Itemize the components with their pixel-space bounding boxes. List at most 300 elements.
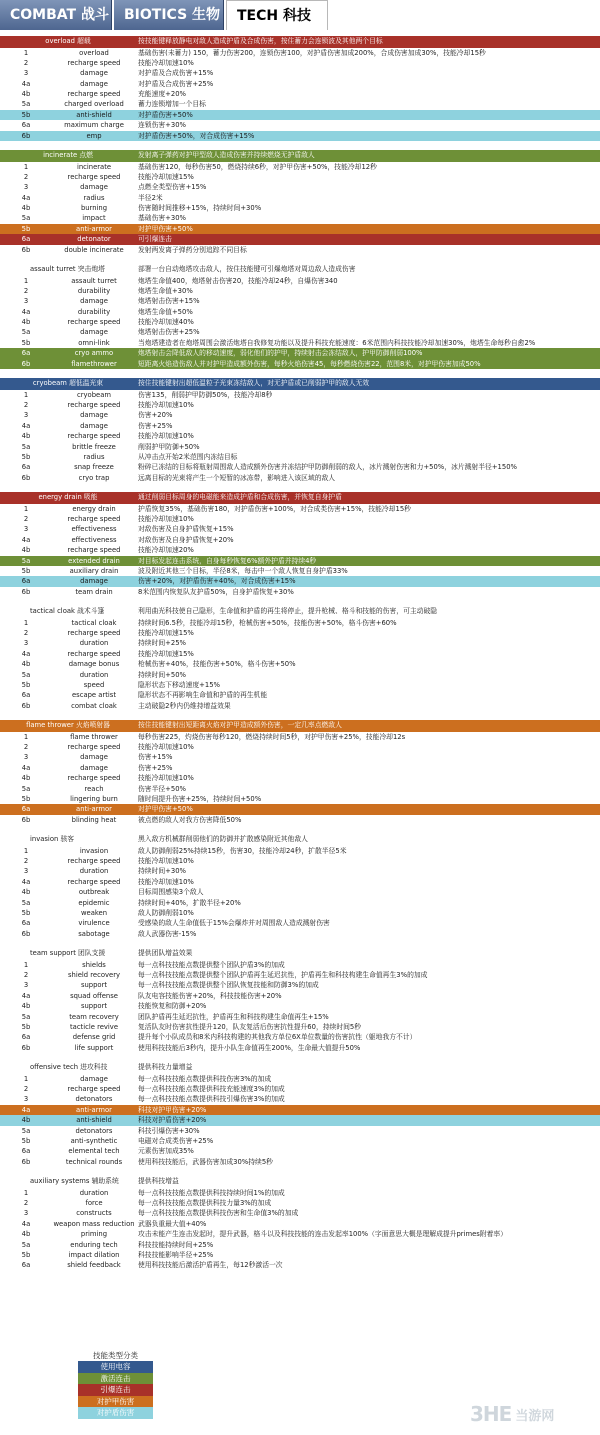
upgrade-name: recharge speed xyxy=(67,1085,121,1094)
rank-number: 5b xyxy=(21,680,31,689)
upgrade-description: 对护盾伤害+50% xyxy=(138,110,193,119)
upgrade-name: radius xyxy=(83,193,105,202)
upgrade-name: emp xyxy=(86,131,102,140)
rank-number: 2 xyxy=(23,400,29,409)
upgrade-name: damage xyxy=(80,753,108,762)
upgrade-description: 短距离火焰造伤敌人并对护甲造成额外伤害，每秒火焰伤害45，每秒燃烧伤害22，范围8米，对护甲伤害加成50% xyxy=(138,359,481,368)
upgrade-description: 可引爆连击 xyxy=(138,235,172,244)
upgrade-description: 使用科技技能后，武器伤害加成30%持续5秒 xyxy=(138,1157,273,1166)
rank-number: 2 xyxy=(23,628,29,637)
upgrade-name: detonators xyxy=(75,1095,113,1104)
upgrade-description: 持续时间+50% xyxy=(138,670,186,679)
upgrade-name: recharge speed xyxy=(67,628,121,637)
legend-item-anti-shield: 对护盾伤害 xyxy=(78,1407,153,1419)
skill-row xyxy=(0,846,600,856)
rank-number: 1 xyxy=(23,1074,29,1083)
rank-number: 3 xyxy=(23,1209,29,1218)
skill-row xyxy=(0,400,600,410)
rank-number: 5a xyxy=(21,442,31,451)
upgrade-name: effectiveness xyxy=(71,535,117,544)
rank-number: 6a xyxy=(21,577,31,586)
upgrade-description: 受感染的敌人生命值低于15%会爆炸并对周围敌人造成溅射伤害 xyxy=(138,919,330,928)
skill-row xyxy=(0,421,600,431)
rank-number: 6b xyxy=(21,473,31,482)
skill-group xyxy=(0,948,600,1053)
skill-row xyxy=(0,359,600,369)
upgrade-name: tactical cloak xyxy=(71,618,117,627)
upgrade-name: constructs xyxy=(76,1209,112,1218)
upgrade-name: duration xyxy=(79,639,109,648)
rank-number: 6b xyxy=(21,701,31,710)
upgrade-description: 技能冷却加速10% xyxy=(138,857,194,865)
upgrade-description: 当炮塔建造者在炮塔周围会激活炮塔自我修复功能以及提升科技充能速度：6米范围内科技技能冷却加速30%，炮塔生命每秒自愈2% xyxy=(138,338,536,347)
upgrade-name: damage xyxy=(80,297,108,306)
upgrade-description: 基础伤害+30% xyxy=(138,214,186,223)
rank-number: 5b xyxy=(21,338,31,347)
skill-group xyxy=(0,1176,600,1271)
upgrade-name: impact xyxy=(82,214,106,223)
legend-item-capacitor: 使用电容 xyxy=(78,1361,153,1373)
upgrade-name: invasion xyxy=(79,846,109,855)
rank-number: 4a xyxy=(21,1105,31,1114)
rank-number: 5a xyxy=(21,1126,31,1135)
skill-row xyxy=(0,649,600,659)
skill-row xyxy=(0,1012,600,1022)
upgrade-name: radius xyxy=(83,452,105,461)
upgrade-description: 伤害+25% xyxy=(138,763,173,772)
rank-number: 5a xyxy=(21,556,31,565)
skill-row xyxy=(0,690,600,700)
skill-group-header xyxy=(0,264,600,276)
rank-number: 4a xyxy=(21,421,31,430)
skill-row xyxy=(0,1219,600,1229)
skill-summary: 按技能键释放静电对敌人造成护盾及合成伤害，按住蓄力会连锁波及其他两个目标 xyxy=(138,37,383,45)
rank-number: 6a xyxy=(21,1033,31,1042)
rank-number: 2 xyxy=(23,172,29,181)
skill-row xyxy=(0,804,600,814)
upgrade-name: recharge speed xyxy=(67,514,121,523)
upgrade-description: 蓄力连锁增加一个目标 xyxy=(138,100,206,109)
rank-number: 6b xyxy=(21,1043,31,1052)
skill-summary: 通过削弱目标周身的电磁能来造成护盾和合成伤害，并恢复自身护盾 xyxy=(138,493,342,502)
rank-number: 6b xyxy=(21,587,31,596)
upgrade-description: 目标周围感染3个敌人 xyxy=(138,888,204,897)
skill-row xyxy=(0,1022,600,1032)
skill-row xyxy=(0,929,600,939)
upgrade-name: duration xyxy=(79,670,109,679)
upgrade-name: blinding heat xyxy=(71,815,117,824)
upgrade-name: recharge speed xyxy=(67,649,121,658)
upgrade-description: 炮塔射击伤害+15% xyxy=(138,297,200,306)
upgrade-description: 对护盾及合成伤害+15% xyxy=(138,69,214,78)
skill-row xyxy=(0,203,600,213)
upgrade-name: damage bonus xyxy=(68,660,120,669)
skill-row xyxy=(0,1043,600,1053)
rank-number: 5b xyxy=(21,794,31,803)
skill-group xyxy=(0,378,600,483)
skill-row xyxy=(0,659,600,669)
rank-number: 5a xyxy=(21,1012,31,1021)
skill-row xyxy=(0,1074,600,1084)
upgrade-description: 持续时间+30% xyxy=(138,867,186,876)
skill-row xyxy=(0,1001,600,1011)
upgrade-name: team recovery xyxy=(69,1012,119,1021)
rank-number: 2 xyxy=(23,1085,29,1094)
skill-row xyxy=(0,1198,600,1208)
upgrade-description: 充能速度+20% xyxy=(138,90,186,99)
skill-row xyxy=(0,390,600,400)
upgrade-name: effectiveness xyxy=(71,525,117,534)
upgrade-name: charged overload xyxy=(64,100,124,109)
skill-title: energy drain 吸能 xyxy=(38,493,98,502)
skill-group xyxy=(0,834,600,939)
upgrade-description: 每一点科技技能点数提供整个团队恢复技能和防御3%的加成 xyxy=(138,981,319,990)
rank-number: 6b xyxy=(21,929,31,938)
upgrade-name: speed xyxy=(83,680,105,689)
upgrade-description: 复活队友时伤害抗性提升120，队友复活后伤害抗性提升60，持续时间5秒 xyxy=(138,1022,362,1031)
skill-row xyxy=(0,1126,600,1136)
rank-number: 5b xyxy=(21,110,31,119)
skill-row xyxy=(0,638,600,648)
rank-number: 3 xyxy=(23,297,29,306)
skill-row xyxy=(0,1115,600,1125)
upgrade-name: anti-armor xyxy=(76,805,112,814)
upgrade-name: epidemic xyxy=(78,898,110,907)
skill-row xyxy=(0,452,600,462)
upgrade-description: 基础伤害120，每秒伤害50，燃烧持续6秒，对护甲伤害+50%，技能冷却12秒 xyxy=(138,162,377,171)
skill-row xyxy=(0,794,600,804)
skill-row xyxy=(0,1094,600,1104)
tab-combat[interactable]: COMBAT 战斗 xyxy=(0,0,112,30)
upgrade-name: outbreak xyxy=(78,888,110,897)
rank-number: 1 xyxy=(23,162,29,171)
skill-summary: 提供科技增益 xyxy=(138,1177,179,1186)
upgrade-name: shield recovery xyxy=(67,971,121,980)
skill-row xyxy=(0,514,600,524)
rank-number: 6a xyxy=(21,691,31,700)
skill-group-header xyxy=(0,948,600,960)
skill-group xyxy=(0,150,600,255)
rank-number: 5b xyxy=(21,908,31,917)
skill-title: invasion 骇客 xyxy=(30,835,75,844)
upgrade-name: flame thrower xyxy=(70,732,118,741)
skill-group-header xyxy=(0,378,600,390)
skill-group-header xyxy=(0,606,600,618)
upgrade-description: 基础伤害(未蓄力) 150，蓄力伤害200，连锁伤害100，对护盾伤害加成200%，合成伤害加成30%，技能冷却15秒 xyxy=(138,48,486,57)
upgrade-description: 持续时间+25% xyxy=(138,639,186,648)
rank-number: 6a xyxy=(21,1147,31,1156)
upgrade-name: recharge speed xyxy=(67,742,121,751)
upgrade-description: 技能冷却加速15% xyxy=(138,649,194,658)
rank-number: 6a xyxy=(21,235,31,244)
upgrade-description: 持续时间+40%，扩散半径+20% xyxy=(138,898,241,907)
upgrade-description: 团队护盾再生延迟抗性，护盾再生和科技构建生命值再生+15% xyxy=(138,1012,329,1021)
upgrade-name: assault turret xyxy=(71,276,117,285)
rank-number: 1 xyxy=(23,390,29,399)
upgrade-name: maximum charge xyxy=(64,121,124,130)
upgrade-name: omni-link xyxy=(78,338,110,347)
rank-number: 6a xyxy=(21,121,31,130)
skill-row xyxy=(0,224,600,234)
rank-number: 1 xyxy=(23,504,29,513)
rank-number: 1 xyxy=(23,960,29,969)
rank-number: 6b xyxy=(21,1157,31,1166)
rank-number: 6a xyxy=(21,463,31,472)
upgrade-description: 发射两发离子弹药分别追踪不同目标 xyxy=(138,245,247,254)
upgrade-description: 对敌伤害及自身护盾恢复+20% xyxy=(138,535,234,544)
skill-group xyxy=(0,36,600,141)
upgrade-name: defense grid xyxy=(72,1033,116,1042)
skill-row xyxy=(0,763,600,773)
skill-row xyxy=(0,276,600,286)
skill-summary: 发射离子弹药对护甲型敌人造成伤害并持续燃烧无护盾敌人 xyxy=(138,151,315,160)
skill-row xyxy=(0,234,600,244)
legend xyxy=(78,1350,153,1419)
tab-tech[interactable]: TECH 科技 xyxy=(226,0,328,30)
upgrade-name: damage xyxy=(80,183,108,192)
upgrade-description: 伤害+20%，对护盾伤害+40%，对合成伤害+15% xyxy=(138,577,296,586)
skill-group-header xyxy=(0,492,600,504)
upgrade-name: recharge speed xyxy=(67,774,121,783)
skill-row xyxy=(0,576,600,586)
upgrade-name: durability xyxy=(77,307,111,316)
rank-number: 5a xyxy=(21,784,31,793)
upgrade-description: 隐形状态下移动速度+15% xyxy=(138,680,220,689)
upgrade-name: anti-armor xyxy=(76,1105,112,1114)
upgrade-description: 炮塔生命值+50% xyxy=(138,307,193,316)
upgrade-description: 技能冷却加速15% xyxy=(138,172,194,181)
upgrade-description: 对护盾及合成伤害+25% xyxy=(138,79,214,88)
skill-row xyxy=(0,898,600,908)
rank-number: 4b xyxy=(21,1116,31,1125)
skill-row xyxy=(0,680,600,690)
skill-row xyxy=(0,307,600,317)
upgrade-description: 对护甲伤害+50% xyxy=(138,805,193,814)
upgrade-description: 远离目标的光束将产生一个短暂的冰冻带，影响进入该区域的敌人 xyxy=(138,473,336,482)
skill-row xyxy=(0,732,600,742)
skill-row xyxy=(0,1260,600,1270)
upgrade-description: 隐形状态不再影响生命值和护盾的再生机能 xyxy=(138,691,268,700)
upgrade-description: 半径2米 xyxy=(138,193,163,202)
skill-row xyxy=(0,866,600,876)
skill-row xyxy=(0,887,600,897)
upgrade-description: 技能冷却加速10% xyxy=(138,400,194,409)
skill-title: offensive tech 进攻科技 xyxy=(30,1063,108,1072)
skill-group-header xyxy=(0,834,600,846)
upgrade-description: 炮塔射击伤害+25% xyxy=(138,328,200,337)
rank-number: 4b xyxy=(21,1002,31,1011)
upgrade-name: recharge speed xyxy=(67,877,121,886)
upgrade-name: anti-synthetic xyxy=(70,1136,118,1145)
upgrade-description: 每一点科技技能点数提供科技伤害和生命值3%的加成 xyxy=(138,1209,299,1218)
upgrade-description: 点燃全类型伤害+15% xyxy=(138,183,207,192)
upgrade-description: 伤害+20% xyxy=(138,411,173,420)
rank-number: 2 xyxy=(23,742,29,751)
upgrade-description: 伤害随时间推移+15%，持续时间+30% xyxy=(138,204,262,213)
skill-row xyxy=(0,877,600,887)
rank-number: 6a xyxy=(21,919,31,928)
upgrade-description: 使用科技技能后激活护盾再生，每12秒激活一次 xyxy=(138,1261,283,1270)
legend-item-detonator: 引爆连击 xyxy=(78,1384,153,1396)
rank-number: 4b xyxy=(21,546,31,555)
skill-table xyxy=(0,36,600,1271)
upgrade-name: force xyxy=(85,1199,103,1208)
rank-number: 3 xyxy=(23,525,29,534)
upgrade-name: damage xyxy=(80,763,108,772)
skill-group xyxy=(0,720,600,825)
skill-summary: 黑入敌方机械群削弱他们的防御并扩散感染附近其他敌人 xyxy=(138,835,308,844)
rank-number: 1 xyxy=(23,48,29,57)
watermark-text: 当游网 xyxy=(515,1408,555,1424)
upgrade-description: 主动破隐2秒内仍维持增益效果 xyxy=(138,701,231,710)
skill-title: assault turret 突击炮塔 xyxy=(30,265,105,274)
upgrade-description: 敌人防御削弱10% xyxy=(138,908,194,917)
skill-row xyxy=(0,960,600,970)
rank-number: 6b xyxy=(21,815,31,824)
rank-number: 3 xyxy=(23,1095,29,1104)
skill-row xyxy=(0,1208,600,1218)
upgrade-name: impact dilation xyxy=(68,1251,120,1259)
upgrade-description: 技能冷却加速10% xyxy=(138,58,194,67)
rank-number: 3 xyxy=(23,753,29,762)
upgrade-name: damage xyxy=(80,577,108,586)
rank-number: 5b xyxy=(21,1022,31,1031)
upgrade-name: recharge speed xyxy=(67,432,121,441)
upgrade-name: damage xyxy=(80,411,108,420)
upgrade-description: 对敌伤害及自身护盾恢复+15% xyxy=(138,525,234,534)
rank-number: 6b xyxy=(21,131,31,140)
upgrade-description: 粉碎已冻结的目标将瓶射周围敌人造成额外伤害并冻结护甲防御削弱的敌人，冰片溅射伤害和力+50%，冰片溅射半径+150% xyxy=(138,463,517,472)
upgrade-name: burning xyxy=(80,204,108,213)
skill-title: team support 团队支援 xyxy=(30,949,106,958)
upgrade-name: support xyxy=(80,1002,108,1011)
rank-number: 6a xyxy=(21,349,31,358)
rank-number: 1 xyxy=(23,846,29,855)
upgrade-description: 敌人防御削弱25%持续15秒，伤害30，技能冷却24秒，扩散半径5米 xyxy=(138,846,347,855)
tab-biotics[interactable]: BIOTICS 生物 xyxy=(114,0,224,30)
upgrade-description: 削弱护甲防御+50% xyxy=(138,442,200,451)
upgrade-name: snap freeze xyxy=(74,463,114,472)
upgrade-name: shields xyxy=(82,960,106,969)
upgrade-description: 技能冷却加速15% xyxy=(138,628,194,637)
skill-row xyxy=(0,970,600,980)
skill-row xyxy=(0,462,600,472)
upgrade-name: duration xyxy=(79,1188,109,1197)
upgrade-description: 电磁对合成类伤害+25% xyxy=(138,1136,214,1145)
skill-group-header xyxy=(0,1062,600,1074)
upgrade-name: lingering burn xyxy=(70,794,118,803)
skill-summary: 提供团队增益效果 xyxy=(138,949,193,958)
skill-row xyxy=(0,245,600,255)
rank-number: 5a xyxy=(21,100,31,109)
rank-number: 3 xyxy=(23,411,29,420)
upgrade-name: damage xyxy=(80,421,108,430)
skill-title: flame thrower 火焰喷射器 xyxy=(26,721,110,730)
rank-number: 5a xyxy=(21,898,31,907)
upgrade-description: 被点燃的敌人对我方伤害降低50% xyxy=(138,815,242,824)
upgrade-description: 伤害135，削弱护甲防御50%，技能冷却8秒 xyxy=(138,390,273,399)
skill-row xyxy=(0,99,600,109)
upgrade-name: tacticle revive xyxy=(69,1022,119,1031)
rank-number: 4a xyxy=(21,307,31,316)
rank-number: 4b xyxy=(21,318,31,327)
upgrade-description: 科技对护盾伤害+20% xyxy=(138,1116,207,1125)
upgrade-name: double incinerate xyxy=(64,245,124,254)
skill-title: tactical cloak 战术斗篷 xyxy=(30,607,105,616)
upgrade-description: 每一点科技技能点数提供科技力量3%的加成 xyxy=(138,1199,272,1208)
upgrade-name: virulence xyxy=(78,919,110,928)
skill-group xyxy=(0,492,600,597)
upgrade-description: 科技技能持续时间+25% xyxy=(138,1240,214,1249)
upgrade-name: life support xyxy=(74,1043,114,1052)
upgrade-description: 从冲击点开始2米范围内冻结目标 xyxy=(138,452,238,461)
upgrade-name: priming xyxy=(80,1230,108,1239)
upgrade-description: 使用科技技能后3秒内，提升小队生命值再生200%，生命最大值提升50% xyxy=(138,1043,361,1052)
rank-number: 6b xyxy=(21,245,31,254)
upgrade-description: 提升每个小队成员和8米内科技构建的其他我方单位6X单位数量的伤害抗性（躯地我方不计） xyxy=(138,1033,417,1042)
upgrade-name: energy drain xyxy=(72,504,116,513)
watermark-logo: 3HE xyxy=(470,1402,512,1426)
upgrade-name: damage xyxy=(80,79,108,88)
skill-row xyxy=(0,79,600,89)
rank-number: 4b xyxy=(21,1230,31,1239)
upgrade-description: 每一点科技技能点数提供科技充能速度3%的加成 xyxy=(138,1085,285,1094)
upgrade-name: cryobeam xyxy=(77,390,111,399)
upgrade-name: squad offense xyxy=(70,991,118,1000)
skill-row xyxy=(0,773,600,783)
upgrade-description: 每秒伤害225，灼烧伤害每秒120，燃烧持续时间5秒，对护甲伤害+25%，技能冷却12s xyxy=(138,732,406,741)
skill-group-header xyxy=(0,150,600,162)
rank-number: 1 xyxy=(23,732,29,741)
skill-row xyxy=(0,89,600,99)
rank-number: 4b xyxy=(21,204,31,213)
skill-row xyxy=(0,131,600,141)
rank-number: 2 xyxy=(23,857,29,865)
skill-row xyxy=(0,752,600,762)
legend-item-primer: 激活连击 xyxy=(78,1373,153,1385)
upgrade-name: anti-shield xyxy=(76,1116,112,1125)
skill-row xyxy=(0,1136,600,1146)
skill-group xyxy=(0,1062,600,1167)
upgrade-description: 伤害半径+50% xyxy=(138,784,186,793)
upgrade-name: duration xyxy=(79,867,109,876)
upgrade-name: cryo trap xyxy=(78,473,110,482)
skill-row xyxy=(0,1146,600,1156)
upgrade-name: recharge speed xyxy=(67,172,121,181)
rank-number: 5a xyxy=(21,328,31,337)
rank-number: 1 xyxy=(23,276,29,285)
upgrade-name: weapon mass reduction xyxy=(53,1219,135,1228)
skill-row xyxy=(0,918,600,928)
skill-summary: 按住技能键射出超低温粒子光束冻结敌人，对无护盾或已削弱护甲的敌人无效 xyxy=(138,379,370,388)
rank-number: 6a xyxy=(21,1261,31,1270)
legend-item-anti-armor: 对护甲伤害 xyxy=(78,1396,153,1408)
rank-number: 4a xyxy=(21,649,31,658)
rank-number: 4b xyxy=(21,90,31,99)
upgrade-description: 技能冷却加速10% xyxy=(138,774,194,783)
upgrade-description: 每一点科技技能点数提供科技持续时间1%的加成 xyxy=(138,1188,285,1197)
upgrade-description: 炮塔生命值400，炮塔射击伤害20，技能冷却24秒，自爆伤害340 xyxy=(138,276,338,285)
upgrade-name: recharge speed xyxy=(67,400,121,409)
upgrade-description: 科技引爆伤害+30% xyxy=(138,1126,200,1135)
skill-row xyxy=(0,338,600,348)
skill-row xyxy=(0,442,600,452)
skill-group xyxy=(0,606,600,711)
upgrade-description: 技能冷却加速20% xyxy=(138,546,194,555)
upgrade-description: 技能冷却加速10% xyxy=(138,742,194,751)
upgrade-description: 伤害+25% xyxy=(138,421,173,430)
skill-row xyxy=(0,193,600,203)
